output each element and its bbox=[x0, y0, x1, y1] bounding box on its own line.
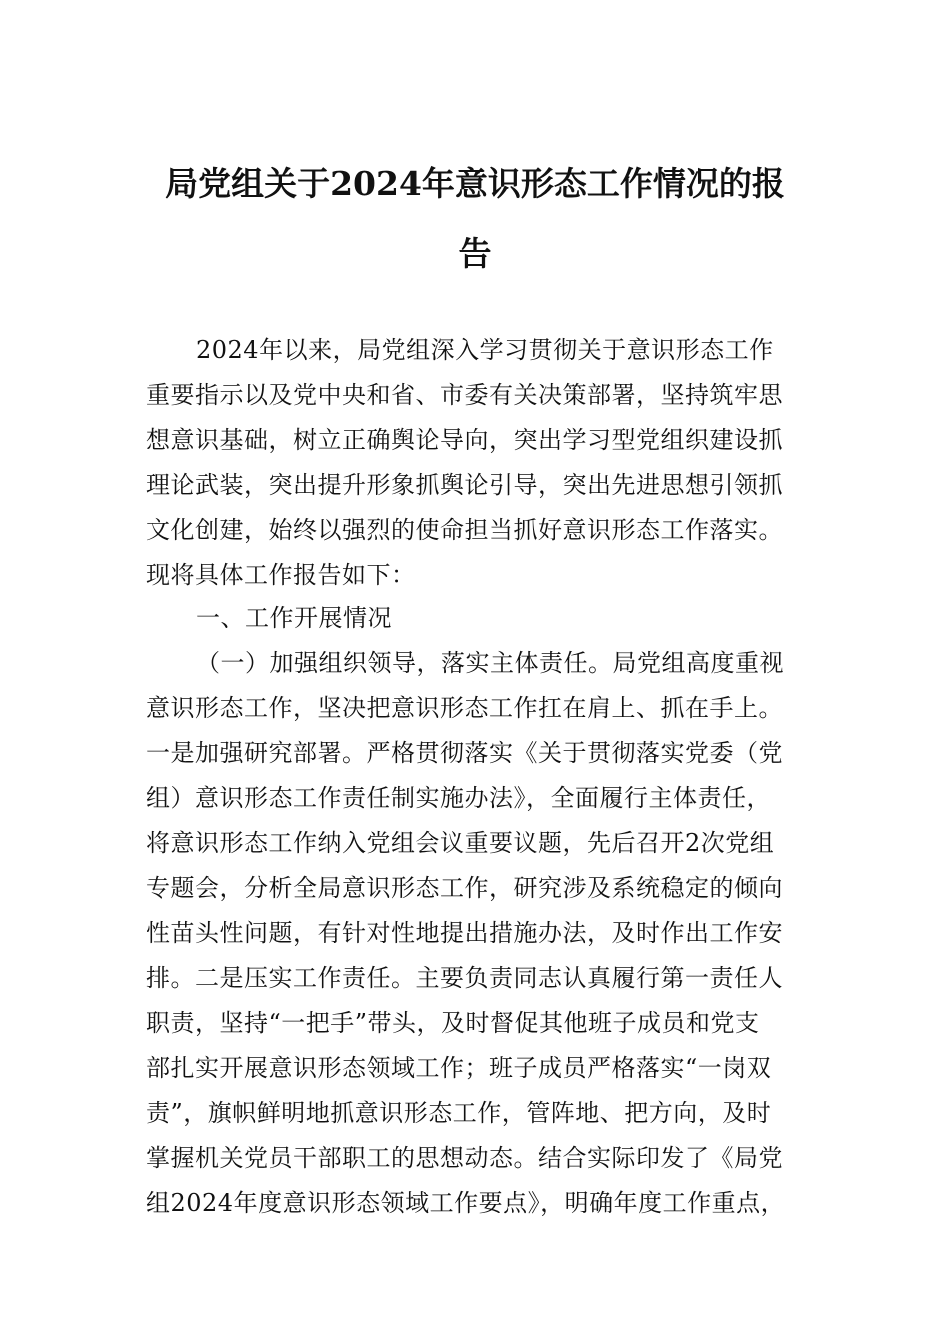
document-title-line-2: 告 bbox=[458, 234, 492, 273]
paragraph-line-20: 组2024年度意识形态领域工作要点》，明确年度工作重点， bbox=[146, 1189, 786, 1217]
paragraph-line-2: 重要指示以及党中央和省、市委有关决策部署，坚持筑牢思 bbox=[146, 381, 783, 409]
paragraph-line-5: 文化创建，始终以强烈的使命担当抓好意识形态工作落实。 bbox=[146, 516, 783, 544]
paragraph-line-6: 现将具体工作报告如下： bbox=[146, 561, 416, 589]
paragraph-line-18: 责”，旗帜鲜明地抓意识形态工作，管阵地、把方向，及时 bbox=[146, 1099, 772, 1127]
paragraph-line-3: 想意识基础，树立正确舆论导向，突出学习型党组织建设抓 bbox=[146, 426, 783, 454]
section-heading-1: 一、工作开展情况 bbox=[196, 604, 392, 632]
paragraph-line-13: 专题会，分析全局意识形态工作，研究涉及系统稳定的倾向 bbox=[146, 874, 783, 902]
paragraph-line-1: 2024年以来，局党组深入学习贯彻关于意识形态工作 bbox=[196, 336, 774, 364]
paragraph-line-12: 将意识形态工作纳入党组会议重要议题，先后召开2次党组 bbox=[146, 829, 775, 857]
paragraph-line-17: 部扎实开展意识形态领域工作；班子成员严格落实“一岗双 bbox=[146, 1054, 772, 1082]
document-title-line-1: 局党组关于2024年意识形态工作情况的报 bbox=[165, 164, 785, 203]
paragraph-line-14: 性苗头性问题，有针对性地提出措施办法，及时作出工作安 bbox=[146, 919, 783, 947]
paragraph-line-9: 意识形态工作，坚决把意识形态工作扛在肩上、抓在手上。 bbox=[146, 694, 783, 722]
paragraph-line-4: 理论武装，突出提升形象抓舆论引导，突出先进思想引领抓 bbox=[146, 471, 783, 499]
paragraph-line-8: （一）加强组织领导，落实主体责任。局党组高度重视 bbox=[196, 649, 784, 677]
paragraph-line-10: 一是加强研究部署。严格贯彻落实《关于贯彻落实党委（党 bbox=[146, 739, 783, 767]
paragraph-line-19: 掌握机关党员干部职工的思想动态。结合实际印发了《局党 bbox=[146, 1144, 783, 1172]
paragraph-line-11: 组）意识形态工作责任制实施办法》，全面履行主体责任， bbox=[146, 784, 771, 812]
paragraph-line-15: 排。二是压实工作责任。主要负责同志认真履行第一责任人 bbox=[146, 964, 783, 992]
paragraph-line-16: 职责，坚持“一把手”带头，及时督促其他班子成员和党支 bbox=[146, 1009, 760, 1037]
